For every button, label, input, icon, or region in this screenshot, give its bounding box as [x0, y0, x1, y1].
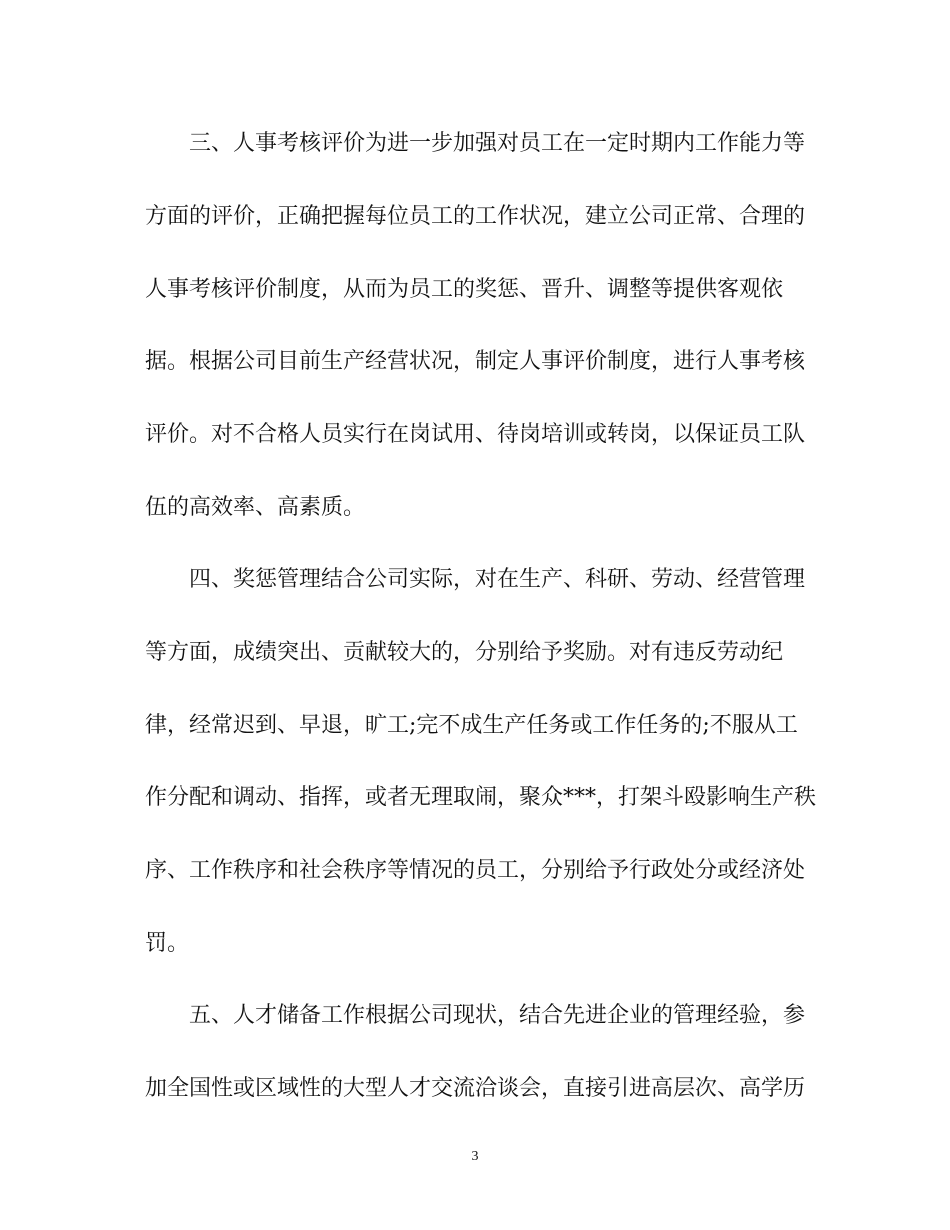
text-line: 律，经常迟到、早退，旷工;完不成生产任务或工作任务的;不服从工	[145, 713, 798, 738]
text-line: 评价。对不合格人员实行在岗试用、待岗培训或转岗，以保证员工队	[145, 422, 806, 447]
text-line: 据。根据公司目前生产经营状况，制定人事评价制度，进行人事考核	[145, 349, 806, 374]
text-line: 三、人事考核评价为进一步加强对员工在一定时期内工作能力等	[145, 131, 806, 156]
text-line: 人事考核评价制度，从而为员工的奖惩、晋升、调整等提供客观依	[145, 277, 784, 302]
text-line: 等方面，成绩突出、贡献较大的，分别给予奖励。对有违反劳动纪	[145, 640, 784, 665]
text-line: 罚。	[145, 931, 190, 956]
text-line: 序、工作秩序和社会秩序等情况的员工，分别给予行政处分或经济处	[145, 858, 806, 883]
text-line: 五、人才储备工作根据公司现状，结合先进企业的管理经验，参	[145, 1003, 806, 1028]
text-line: 作分配和调动、指挥，或者无理取闹，聚众***，打架斗殴影响生产秩	[145, 785, 817, 810]
text-line: 方面的评价，正确把握每位员工的工作状况，建立公司正常、合理的	[145, 204, 806, 229]
text-line: 四、奖惩管理结合公司实际，对在生产、科研、劳动、经营管理	[145, 567, 806, 592]
text-line: 加全国性或区域性的大型人才交流洽谈会，直接引进高层次、高学历	[145, 1076, 806, 1101]
text-line: 伍的高效率、高素质。	[145, 495, 366, 520]
page-number: 3	[471, 1149, 479, 1164]
